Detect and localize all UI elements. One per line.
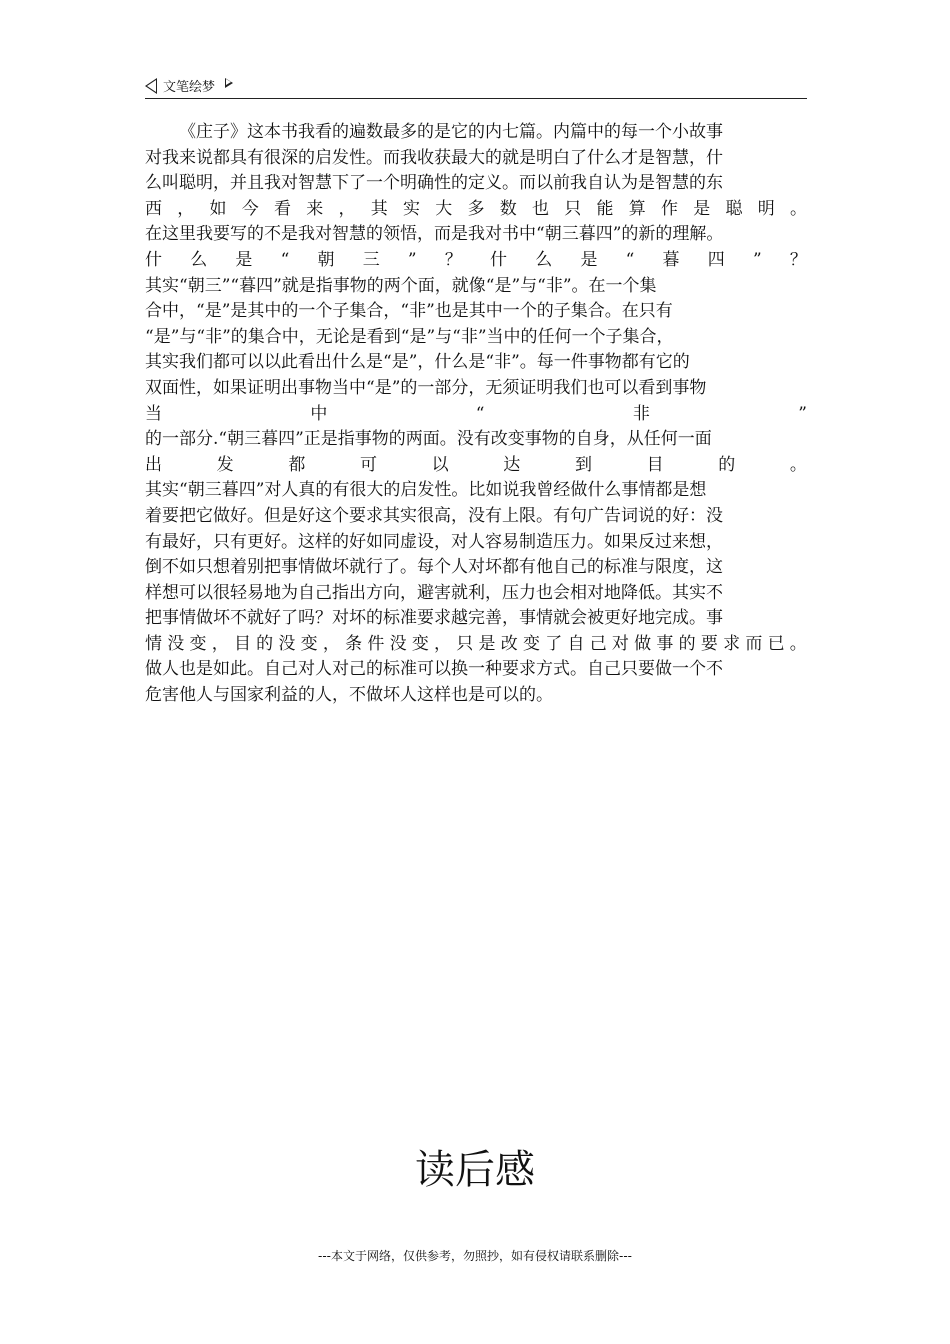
- text-line: 其实“朝三”“暮四”就是指事物的两个面，就像“是”与“非”。在一个集: [145, 275, 657, 296]
- text-line: 样想可以很轻易地为自己指出方向，避害就利，压力也会相对地降低。其实不: [145, 582, 723, 603]
- text-line: 做人也是如此。自己对人对己的标准可以换一种要求方式。自己只要做一个不: [145, 659, 723, 680]
- text-line: 着要把它做好。但是好这个要求其实很高，没有上限。有句广告词说的好：没: [145, 505, 723, 526]
- text-line: 其实“朝三暮四”对人真的有很大的启发性。比如说我曾经做什么事情都是想: [145, 480, 707, 501]
- text-line: 有最好，只有更好。这样的好如同虚设，对人容易制造压力。如果反过来想，: [145, 531, 723, 552]
- triangle-left-icon: [145, 78, 157, 94]
- text-line: 其实我们都可以以此看出什么是“是”，什么是“非”。每一件事物都有它的: [145, 352, 690, 373]
- text-line: 合中，“是”是其中的一个子集合，“非”也是其中一个的子集合。在只有: [145, 301, 673, 322]
- text-line: 双面性，如果证明出事物当中“是”的一部分，无须证明我们也可以看到事物: [145, 377, 707, 398]
- text-line: 在这里我要写的不是我对智慧的领悟，而是我对书中“朝三暮四”的新的理解。: [145, 224, 724, 245]
- header-brand: [145, 76, 233, 95]
- triangle-right-icon: [225, 78, 233, 88]
- text-line: 西 ， 如 今 看 来 ， 其 实 大 多 数 也 只 能 算 作 是 聪 明 。: [145, 198, 807, 219]
- header-brand-text: 文笔绘梦: [163, 80, 216, 95]
- page-header: [145, 74, 807, 99]
- text-line: 倒不如只想着别把事情做坏就行了。每个人对坏都有他自己的标准与限度，这: [145, 557, 723, 578]
- text-line: 当 中 “ 非 ”: [145, 403, 807, 424]
- text-line: 出 发 都 可 以 达 到 目 的 。: [145, 454, 807, 475]
- page-title: 读后感: [415, 1147, 535, 1193]
- text-line: 对我来说都具有很深的启发性。而我收获最大的就是明白了什么才是智慧，什: [145, 147, 723, 168]
- text-line: 危害他人与国家利益的人，不做坏人这样也是可以的。: [145, 685, 553, 706]
- article-body: [145, 120, 807, 709]
- text-line: 么叫聪明，并且我对智慧下了一个明确性的定义。而以前我自认为是智慧的东: [145, 173, 723, 194]
- footer-disclaimer: ---本文于网络，仅供参考，勿照抄，如有侵权请联系删除---: [318, 1249, 632, 1263]
- text-line: 把事情做坏不就好了吗？对坏的标准要求越完善，事情就会被更好地完成。事: [145, 608, 723, 629]
- text-line: 什 么 是 “ 朝 三 ” ？ 什 么 是 “ 暮 四 ” ？: [145, 249, 807, 270]
- text-line: 的一部分.“朝三暮四”正是指事物的两面。没有改变事物的自身，从任何一面: [145, 429, 712, 450]
- text-line: 《庄子》这本书我看的遍数最多的是它的内七篇。内篇中的每一个小故事: [179, 122, 723, 142]
- text-line: 情 没 变 ， 目 的 没 变 ， 条 件 没 变 ， 只 是 改 变 了 自 己 对 做 事 的 要 求 而 已 。: [145, 633, 807, 654]
- text-line: “是”与“非”的集合中，无论是看到“是”与“非”当中的任何一个子集合，: [145, 326, 674, 347]
